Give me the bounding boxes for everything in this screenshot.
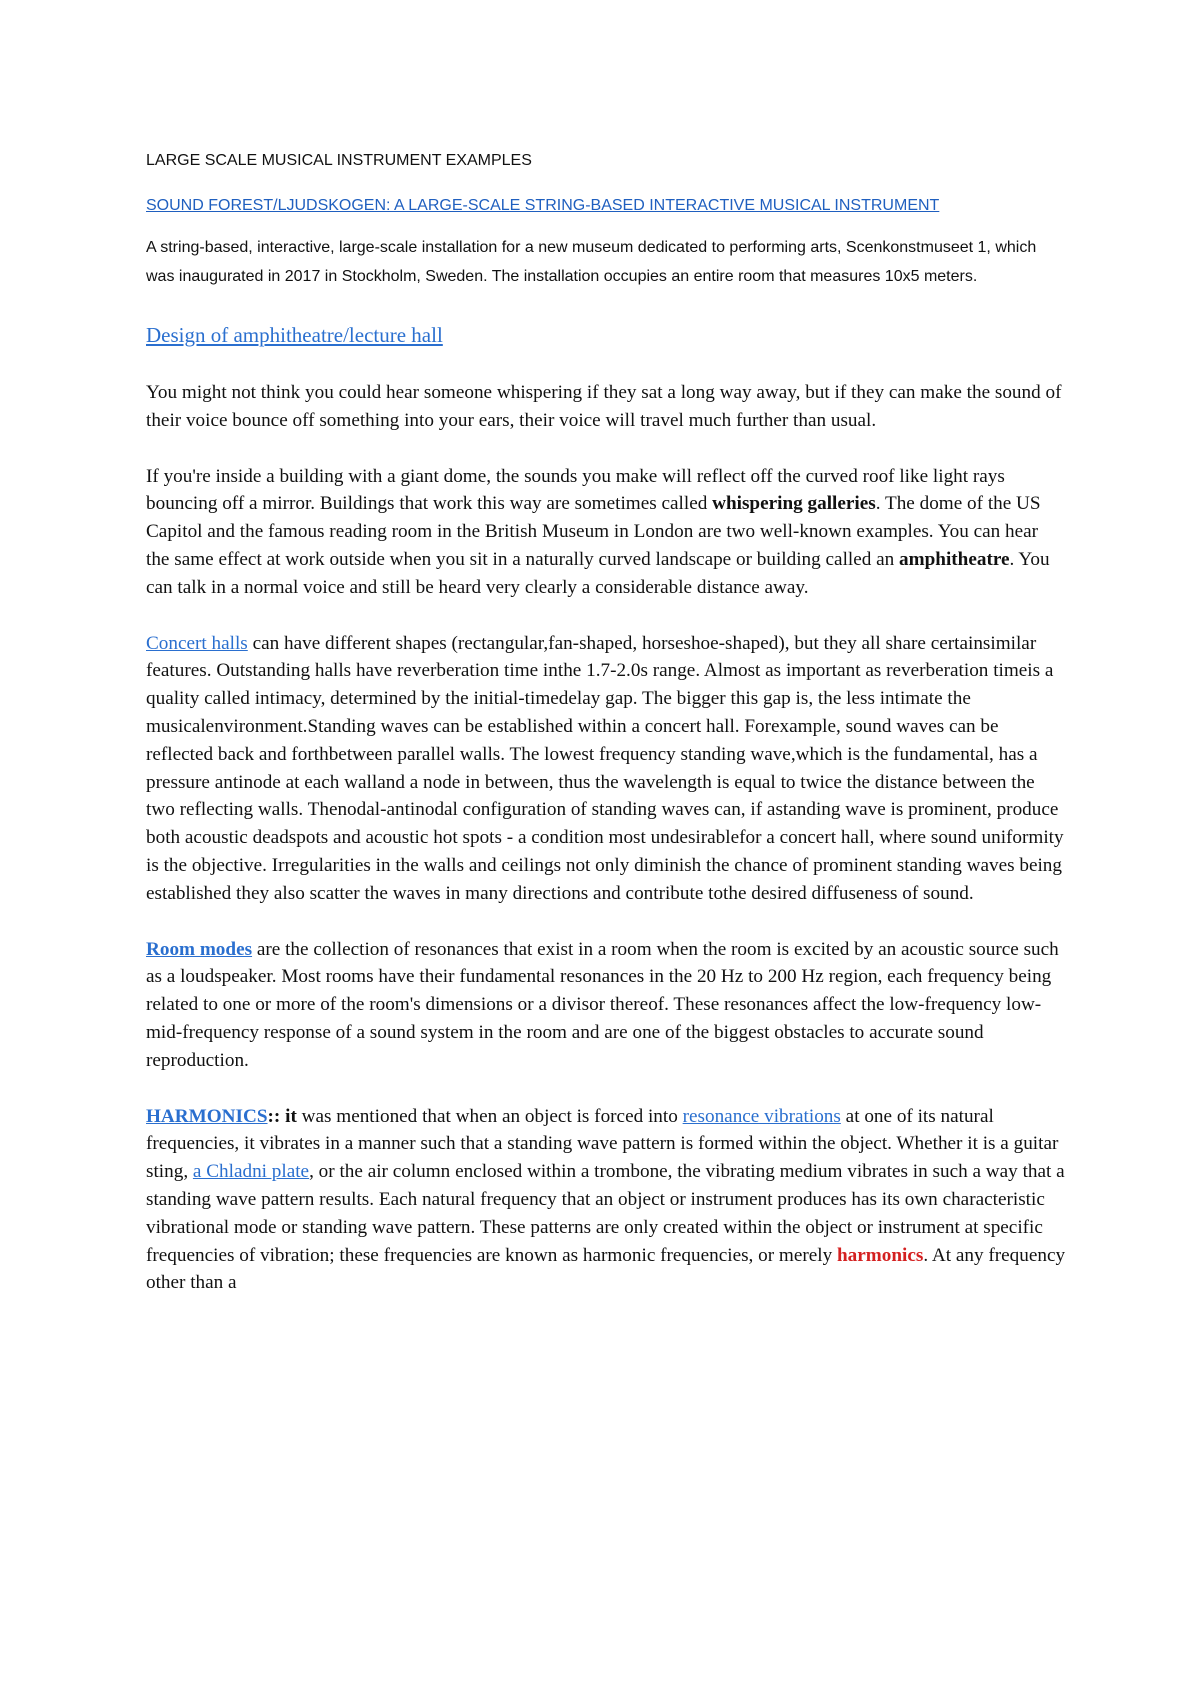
amphitheatre-term: amphitheatre	[899, 548, 1010, 570]
intro-paragraph: A string-based, interactive, large-scale installation for a new museum dedicated to performing arts, Scenkonstmuseet 1, which was inaugurated in 2017 in Stockholm, Sweden. The installation occupies an entire room that measures 10x5 meters.	[146, 239, 1037, 285]
dome-text-c: . The dome of the US Capitol and the famous reading room in the British Museum in London are two well-known examples. You can hear the same effect at work outside when you sit in a naturally curved landscape or building called an	[146, 493, 1041, 570]
whispering-galleries-term: whispering galleries	[712, 493, 876, 515]
document-page	[146, 150, 1066, 1325]
resonance-vibrations-link[interactable]: resonance vibrations	[682, 1105, 841, 1127]
document-title: LARGE SCALE MUSICAL INSTRUMENT EXAMPLES	[146, 152, 532, 169]
harmonics-colon: ::	[267, 1105, 281, 1127]
whispering-paragraph: You might not think you could hear someone whispering if they sat a long way away, but if they can make the sound of their voice bounce off something into your ears, their voice will travel much further than usual.	[146, 382, 1062, 431]
harmonics-text-b: at one of its natural frequencies, it vibrates in a manner such that a standing wave pattern is formed within the object. Whether it is a guitar sting,	[146, 1105, 1059, 1183]
room-modes-link[interactable]: Room modes	[146, 938, 253, 960]
concert-halls-link[interactable]: Concert halls	[146, 632, 248, 654]
harmonics-text-d: . At any frequency other than a	[146, 1244, 1066, 1294]
harmonics-it: it	[280, 1105, 297, 1127]
dome-text-a: If you're inside a building with a giant dome, the sounds you make will reflect off the curved roof like light rays bouncing off a mirror. Buildings that work this way are sometimes called	[146, 465, 1005, 515]
room-modes-paragraph	[146, 936, 1066, 1075]
concert-halls-text: can have different shapes (rectangular,fan-shaped, horseshoe-shaped), but they all share certainsimilar features. Outstanding halls have reverberation time inthe 1.7-2.0s range. Almost as important as reverberation timeis a quality called intimacy, determined by the initial-timedelay gap. The bigger this gap is, the less intimate the musicalenvironment.Standing waves can be established within a concert hall. Forexample, sound waves can be reflected back and forthbetween parallel walls. The lowest frequency standing wave,which is the fundamental, has a pressure antinode at each walland a node in between, thus the wavelength is equal to twice the distance between the two reflecting walls. Thenodal-antinodal configuration of standing waves can, if astanding wave is prominent, produce both acoustic deadspots and acoustic hot spots - a condition most undesirablefor a concert hall, where sound uniformity is the objective. Irregularities in the walls and ceilings not only diminish the chance of prominent standing waves being established they also scatter the waves in many directions and contribute tothe desired diffuseness of sound.	[146, 632, 1064, 904]
concert-halls-paragraph	[146, 630, 1066, 908]
dome-paragraph	[146, 463, 1066, 602]
dome-text-e: . You can talk in a normal voice and still be heard very clearly a considerable distance away.	[146, 548, 1050, 598]
section-heading-link[interactable]: Design of amphitheatre/lecture hall	[146, 323, 443, 347]
sound-forest-link[interactable]: SOUND FOREST/LJUDSKOGEN: A LARGE-SCALE STRING-BASED INTERACTIVE MUSICAL INSTRUMENT	[146, 197, 940, 214]
harmonics-text-a: was mentioned that when an object is forced into	[296, 1105, 683, 1127]
harmonics-text-c: , or the air column enclosed within a trombone, the vibrating medium vibrates in such a way that a standing wave pattern results. Each natural frequency that an object or instrument produces has its own characteristic vibrational mode or standing wave pattern. These patterns are only created within the object or instrument at specific frequencies of vibration; these frequencies are known as harmonic frequencies, or merely	[146, 1161, 1065, 1266]
chladni-plate-link[interactable]: a Chladni plate	[192, 1161, 310, 1183]
harmonics-paragraph	[146, 1103, 1066, 1298]
room-modes-text: are the collection of resonances that exist in a room when the room is excited by an acoustic source such as a loudspeaker. Most rooms have their fundamental resonances in the 20 Hz to 200 Hz region, each frequency being related to one or more of the room's dimensions or a divisor thereof. These resonances affect the low-frequency low-mid-frequency response of a sound system in the room and are one of the biggest obstacles to accurate sound reproduction.	[146, 938, 1059, 1071]
harmonics-link[interactable]: HARMONICS	[146, 1105, 268, 1127]
harmonics-term: harmonics	[837, 1244, 924, 1266]
